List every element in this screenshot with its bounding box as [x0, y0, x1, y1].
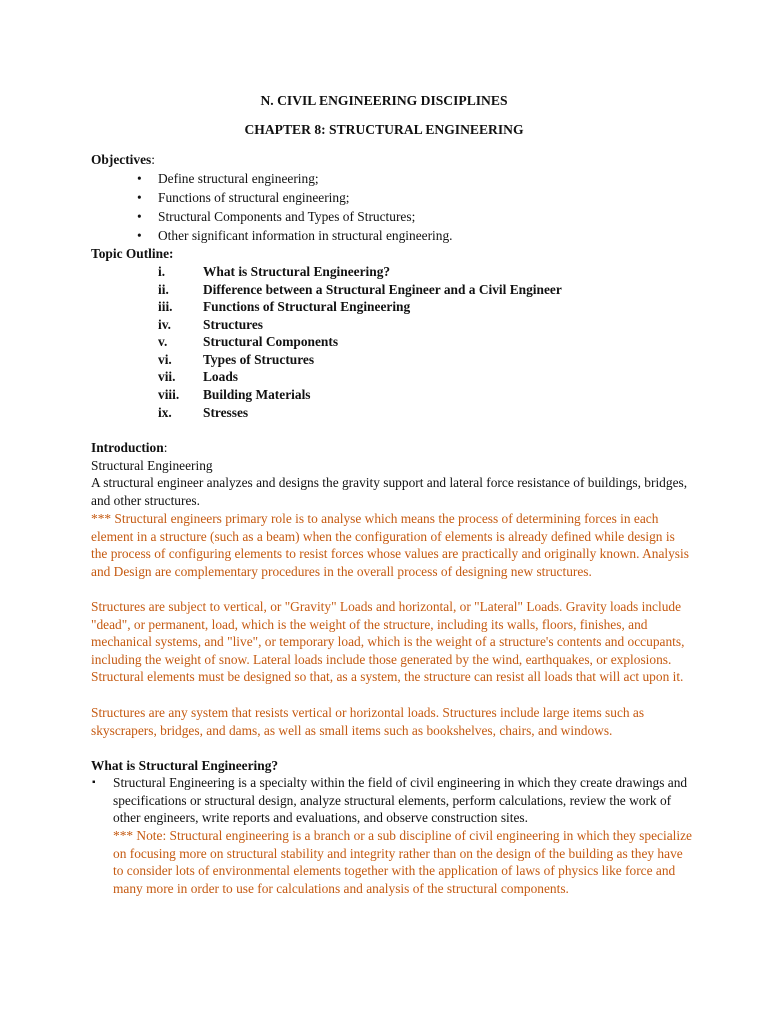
section-title: N. CIVIL ENGINEERING DISCIPLINES — [260, 93, 508, 108]
bullet-icon: • — [137, 171, 142, 186]
outline-item: Functions of Structural Engineering — [203, 299, 411, 314]
outline-number: vi. — [158, 352, 172, 367]
outline-item: Stresses — [203, 405, 249, 420]
chapter-title: CHAPTER 8: STRUCTURAL ENGINEERING — [244, 122, 524, 137]
outline-item: Structures — [203, 317, 264, 332]
introduction-paragraph: A structural engineer analyzes and designs the gravity support and lateral force resistance of buildings, bridges, and other structures. — [91, 475, 688, 508]
outline-number: viii. — [158, 387, 180, 402]
outline-number: iv. — [158, 317, 172, 332]
outline-item: Loads — [203, 369, 238, 384]
objectives-heading: Objectives: — [91, 152, 155, 167]
bullet-icon: • — [137, 228, 142, 243]
outline-item: Types of Structures — [203, 352, 315, 367]
introduction-note-structures: Structures are any system that resists vertical or horizontal loads. Structures include large items such as skyscrapers, bridges, and dams, as well as small items such as bookshelves, chairs, and windows. — [91, 705, 645, 738]
square-bullet-icon: ▪ — [92, 777, 96, 788]
bullet-icon: • — [137, 190, 142, 205]
what-is-heading: What is Structural Engineering? — [91, 758, 279, 773]
outline-number: ix. — [158, 405, 172, 420]
introduction-note-loads: Structures are subject to vertical, or "Gravity" Loads and horizontal, or "Lateral" Loads. Gravity loads include "dead", or permanent, load, which is the weight of the structure, including its walls, floors, finishes, and mechanical systems, and "live", or temporary load, which is the weight of a structure's contents and occupants, including the weight of snow. Lateral loads include those generated by the wind, earthquakes, or explosions. Structural elements must be designed so that, as a system, the structure can resist all loads that will act upon it. — [91, 599, 685, 684]
outline-item: Difference between a Structural Engineer and a Civil Engineer — [203, 282, 562, 297]
objective-item: Structural Components and Types of Structures; — [158, 209, 416, 224]
topic-outline-heading: Topic Outline: — [91, 246, 174, 261]
outline-number: iii. — [158, 299, 173, 314]
what-is-note: *** Note: Structural engineering is a branch or a sub discipline of civil engineering in which they specialize on focusing more on structural stability and integrity rather than on the design of the building as they have to consider lots of environmental elements together with the application of laws of physics like force and many more in order to use for calculations and analysis of the structural components. — [113, 828, 692, 896]
introduction-heading: Introduction: — [91, 440, 168, 455]
objective-item: Functions of structural engineering; — [158, 190, 350, 205]
outline-item: What is Structural Engineering? — [203, 264, 391, 279]
outline-item: Building Materials — [203, 387, 311, 402]
outline-number: vii. — [158, 369, 176, 384]
bullet-icon: • — [137, 209, 142, 224]
introduction-note-analysis: *** Structural engineers primary role is to analyse which means the process of determining forces in each element in a structure (such as a beam) when the configuration of elements is already defined while design is the process of configuring elements to resist forces whose values are practically and originally known. Analysis and Design are complementary procedures in the overall process of designing new structures. — [91, 511, 689, 579]
objective-item: Other significant information in structural engineering. — [158, 228, 453, 243]
objective-item: Define structural engineering; — [158, 171, 319, 186]
outline-number: v. — [158, 334, 168, 349]
outline-item: Structural Components — [203, 334, 339, 349]
what-is-paragraph: Structural Engineering is a specialty within the field of civil engineering in which they create drawings and specifications or structural design, analyze structural elements, perform calculations, review the work of other engineers, write reports and evaluations, and observe construction sites. — [113, 775, 688, 825]
outline-number: i. — [158, 264, 166, 279]
outline-number: ii. — [158, 282, 169, 297]
introduction-subheading: Structural Engineering — [91, 458, 213, 473]
